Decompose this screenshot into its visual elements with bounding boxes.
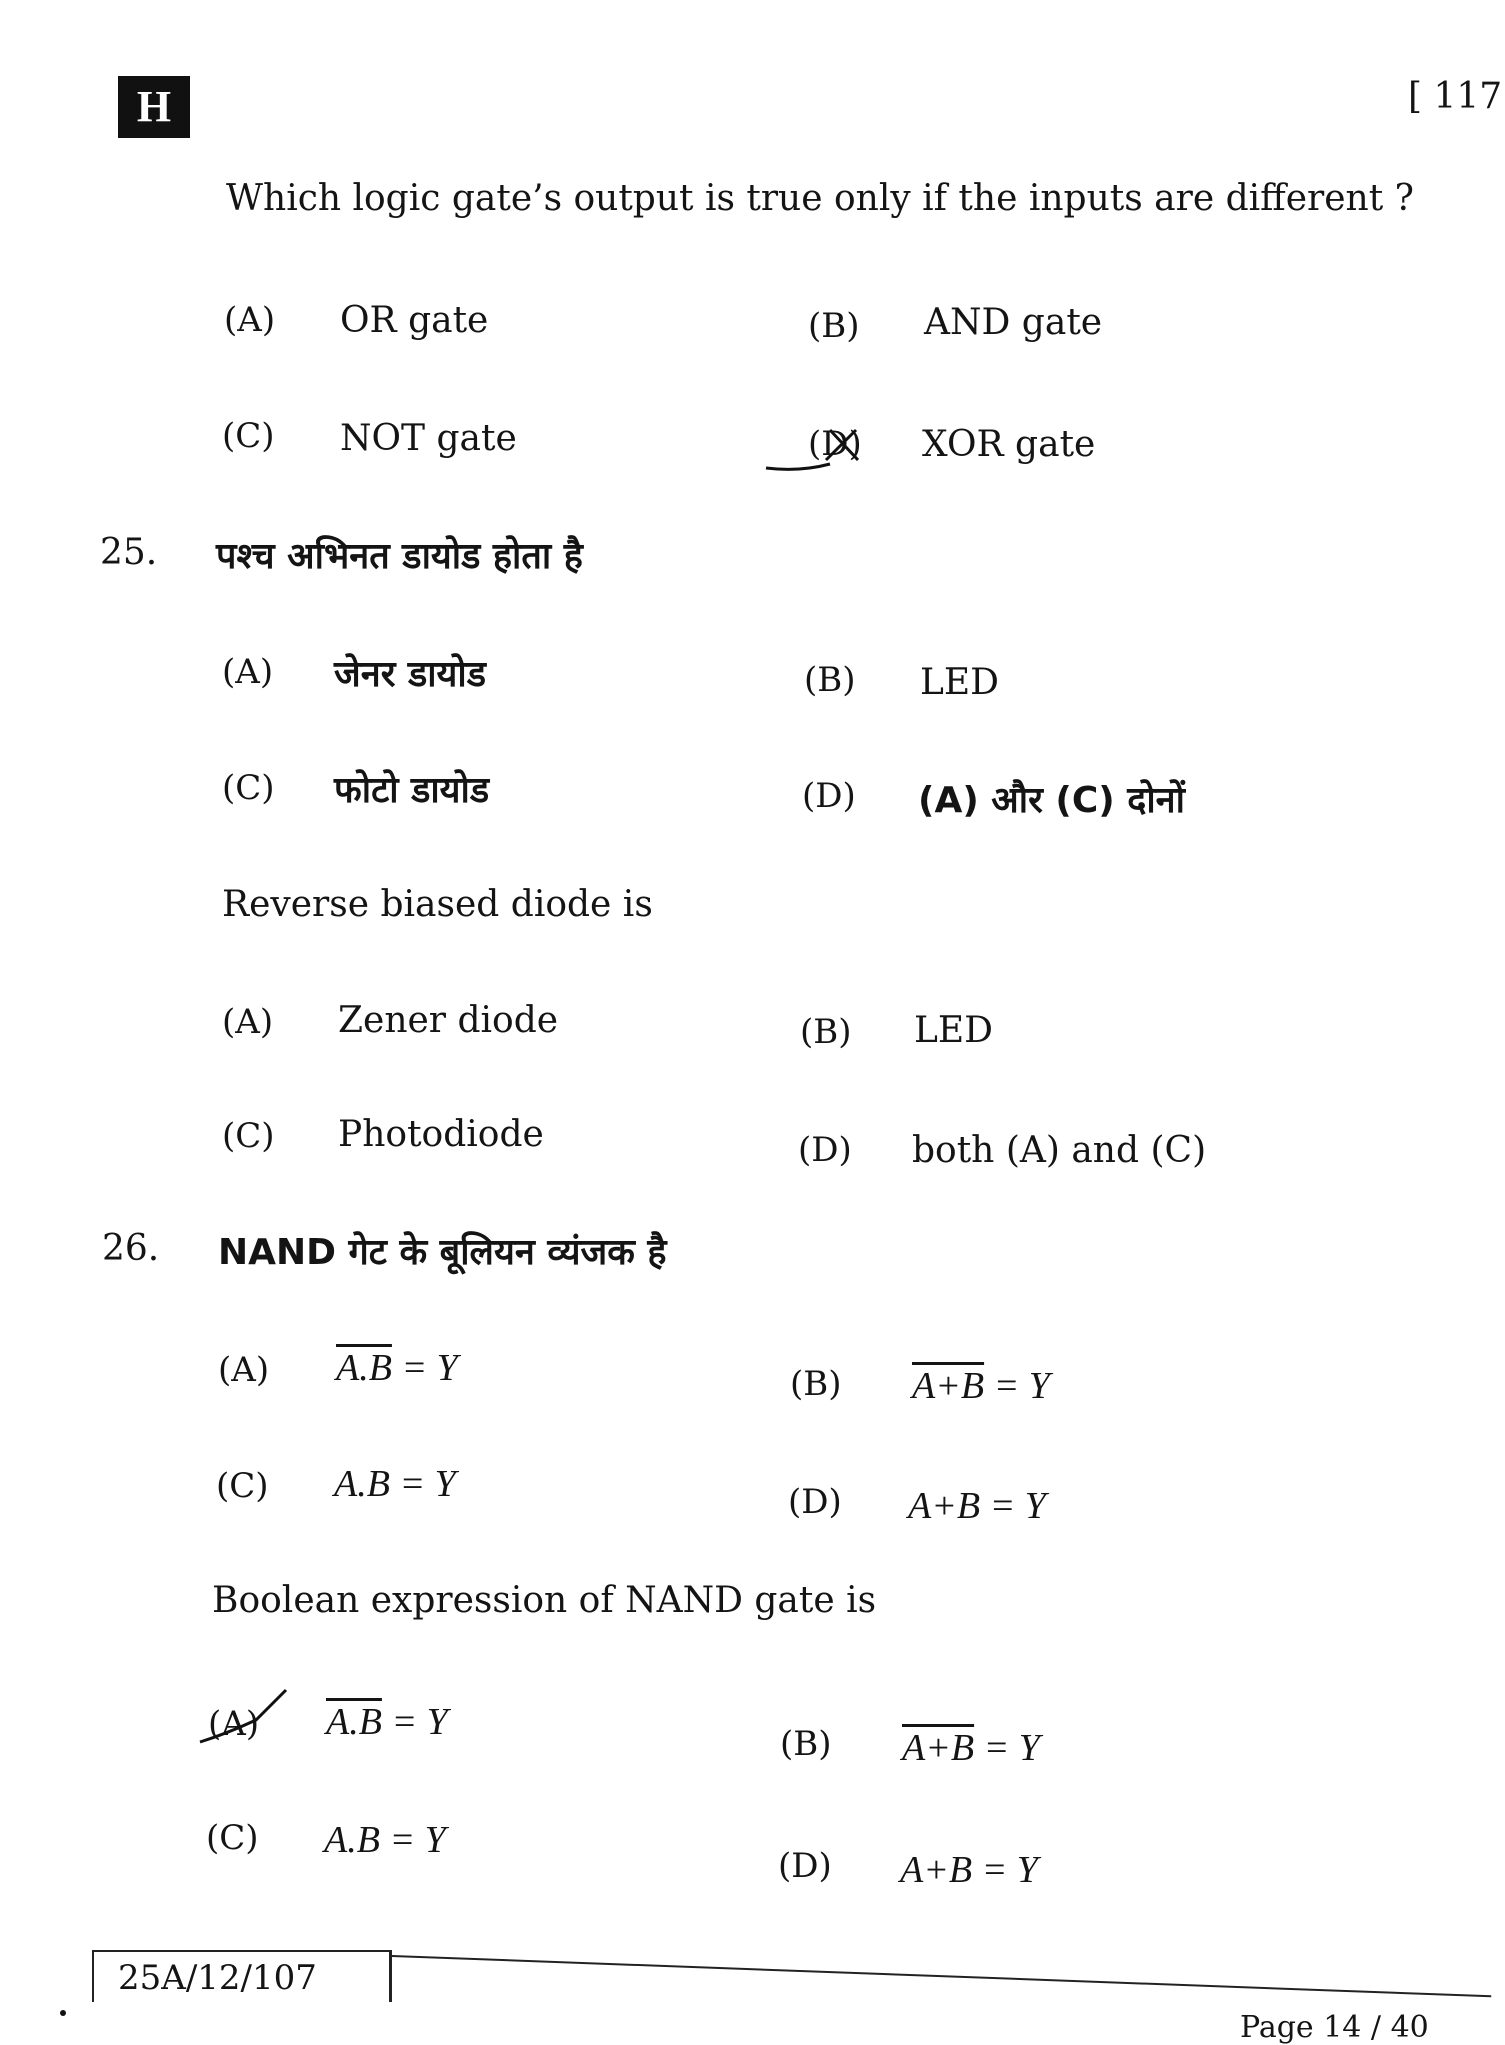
q25-en-option-a-label: (A) <box>222 1002 274 1042</box>
q25-hi-option-a-text: जेनर डायोड <box>334 654 486 695</box>
q26-hi-option-c-expr <box>334 1462 456 1506</box>
q24-en-option-c-label: (C) <box>222 416 275 456</box>
q25-hi-option-c-label: (C) <box>222 768 275 808</box>
q26-en-option-b-expr <box>902 1726 1040 1770</box>
expr-rhs: = Y <box>379 1819 446 1861</box>
q25-hi-option-d-label: (D) <box>802 776 856 816</box>
q25-hi-option-d-text: (A) और (C) दोनों <box>918 780 1185 821</box>
q25-en-option-b-text: LED <box>914 1010 994 1051</box>
q26-hi-option-b-label: (B) <box>790 1364 842 1404</box>
q26-en-option-d-label: (D) <box>778 1846 832 1886</box>
q24-english-text: Which logic gate’s output is true only if the inputs are different ? <box>226 178 1414 219</box>
q26-en-option-b-label: (B) <box>780 1724 832 1764</box>
q24-en-option-c-text: NOT gate <box>340 418 517 459</box>
expr-rhs: = Y <box>389 1463 456 1505</box>
expr-rhs: = Y <box>984 1365 1050 1407</box>
q25-hindi-text: पश्च अभिनत डायोड होता है <box>216 536 583 577</box>
expr-rhs: = Y <box>974 1727 1040 1769</box>
q24-en-option-a-text: OR gate <box>340 300 489 341</box>
expr-rhs: = Y <box>381 1701 448 1743</box>
q26-hindi-text: NAND गेट के बूलियन व्यंजक है <box>218 1232 667 1273</box>
footer-page-number: Page 14 / 40 <box>1240 2010 1429 2045</box>
q25-hi-option-b-text: LED <box>920 662 1000 703</box>
expr-a-dot-b: A.B <box>336 1347 392 1389</box>
expr-a-plus-b: A+B <box>900 1849 973 1891</box>
q25-en-option-a-text: Zener diode <box>338 1000 559 1041</box>
q26-hi-option-a-label: (A) <box>218 1350 270 1390</box>
q26-en-option-c-expr <box>324 1818 446 1862</box>
q25-en-option-d-text: both (A) and (C) <box>912 1130 1207 1171</box>
q26-english-text: Boolean expression of NAND gate is <box>212 1580 877 1621</box>
q26-hi-option-d-label: (D) <box>788 1482 842 1522</box>
q26-en-option-a-expr <box>326 1700 448 1744</box>
page-reference: [ 117 <box>1408 76 1503 117</box>
footer-rule <box>392 1955 1491 1997</box>
q25-english-text: Reverse biased diode is <box>222 884 653 925</box>
q25-en-option-c-text: Photodiode <box>338 1114 544 1155</box>
q24-en-option-b-label: (B) <box>808 306 860 346</box>
q25-number: 25. <box>100 532 158 573</box>
expr-rhs: = Y <box>391 1347 458 1389</box>
expr-a-plus-b: A+B <box>908 1485 981 1527</box>
expr-a-plus-b: A+B <box>902 1727 975 1769</box>
q25-en-option-b-label: (B) <box>800 1012 852 1052</box>
expr-rhs: = Y <box>980 1485 1046 1527</box>
expr-rhs: = Y <box>972 1849 1038 1891</box>
expr-a-plus-b: A+B <box>912 1365 985 1407</box>
q25-hi-option-b-label: (B) <box>804 660 856 700</box>
q26-hi-option-b-expr <box>912 1364 1050 1408</box>
q26-hi-option-d-expr <box>908 1484 1046 1528</box>
set-badge: H <box>118 76 190 138</box>
expr-a-dot-b: A.B <box>326 1701 382 1743</box>
q24-en-option-d-label: (D) <box>808 424 862 464</box>
q26-number: 26. <box>102 1228 160 1269</box>
expr-a-dot-b: A.B <box>324 1819 380 1861</box>
paper-code-box: 25A/12/107 <box>92 1950 392 2002</box>
q24-en-option-a-label: (A) <box>224 300 276 340</box>
q25-hi-option-c-text: फोटो डायोड <box>334 770 490 811</box>
q26-en-option-c-label: (C) <box>206 1818 259 1858</box>
q26-en-option-a-label: (A) <box>208 1704 260 1744</box>
expr-a-dot-b: A.B <box>334 1463 390 1505</box>
q25-hi-option-a-label: (A) <box>222 652 274 692</box>
q26-en-option-d-expr <box>900 1848 1038 1892</box>
q25-en-option-c-label: (C) <box>222 1116 275 1156</box>
q25-en-option-d-label: (D) <box>798 1130 852 1170</box>
q26-hi-option-a-expr <box>336 1346 458 1390</box>
q24-en-option-d-text: XOR gate <box>922 424 1096 465</box>
q24-en-option-b-text: AND gate <box>924 302 1103 343</box>
q26-hi-option-c-label: (C) <box>216 1466 269 1506</box>
stray-dot <box>60 2010 66 2016</box>
